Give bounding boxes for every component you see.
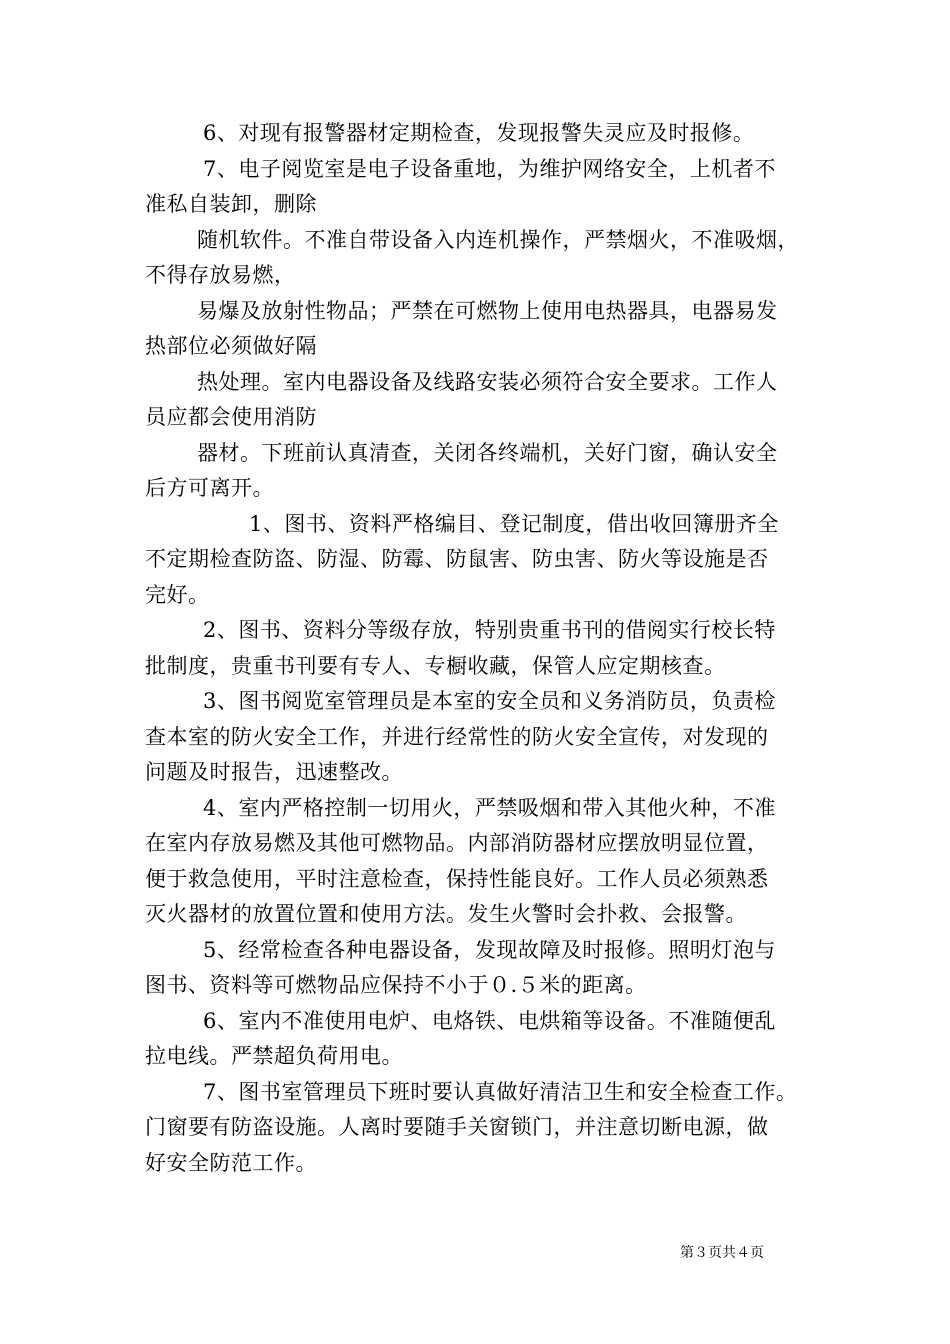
paragraph-line: 热部位必须做好隔 xyxy=(145,334,317,358)
paragraph-line: 易爆及放射性物品；严禁在可燃物上使用电热器具，电器易发 xyxy=(197,298,778,323)
paragraph-line: 灭火器材的放置位置和使用方法。发生火警时会扑救、会报警。 xyxy=(145,902,747,926)
paragraph-line: 拉电线。严禁超负荷用电。 xyxy=(145,1044,403,1068)
paragraph-line: 3、图书阅览室管理员是本室的安全员和义务消防员，负责检 xyxy=(203,689,776,713)
paragraph-line: 后方可离开。 xyxy=(145,476,274,500)
paragraph-line: 6、室内不准使用电炉、电烙铁、电烘箱等设备。不准随便乱 xyxy=(203,1008,776,1033)
paragraph-line: 不得存放易燃， xyxy=(145,263,296,287)
paragraph-line: 员应都会使用消防 xyxy=(145,405,317,429)
paragraph-line: 6、对现有报警器材定期检查，发现报警失灵应及时报修。 xyxy=(203,121,755,145)
paragraph-line: 1、图书、资料严格编目、登记制度，借出收回簿册齐全 xyxy=(249,511,779,536)
paragraph-line: 7、图书室管理员下班时要认真做好清洁卫生和安全检查工作。 xyxy=(203,1079,798,1104)
paragraph-line: 问题及时报告，迅速整改。 xyxy=(145,760,403,784)
paragraph-line: 批制度，贵重书刊要有专人、专橱收藏，保管人应定期核查。 xyxy=(145,653,726,678)
page-number-footer: 第３页共４页 xyxy=(680,1245,764,1261)
paragraph-line: 2、图书、资料分等级存放，特别贵重书刊的借阅实行校长特 xyxy=(203,618,776,642)
document-body xyxy=(145,116,810,1181)
paragraph-line: 不定期检查防盗、防湿、防霉、防鼠害、防虫害、防火等设施是否 xyxy=(145,547,769,571)
paragraph-line: 好安全防范工作。 xyxy=(145,1150,317,1175)
paragraph-line: 4、室内严格控制一切用火，严禁吸烟和带入其他火种，不准 xyxy=(203,795,776,820)
paragraph-line: 热处理。室内电器设备及线路安装必须符合安全要求。工作人 xyxy=(197,369,778,394)
paragraph-line: 图书、资料等可燃物品应保持不小于０.５米的距离。 xyxy=(145,973,647,997)
paragraph-line: 准私自装卸，删除 xyxy=(145,192,317,216)
paragraph-line: 器材。下班前认真清查，关闭各终端机，关好门窗，确认安全 xyxy=(197,440,778,465)
paragraph-line: 在室内存放易燃及其他可燃物品。内部消防器材应摆放明显位置， xyxy=(145,831,769,855)
paragraph-line: 查本室的防火安全工作，并进行经常性的防火安全宣传，对发现的 xyxy=(145,724,769,749)
paragraph-line: 门窗要有防盗设施。人离时要随手关窗锁门，并注意切断电源，做 xyxy=(145,1115,769,1139)
paragraph-line: 5、经常检查各种电器设备，发现故障及时报修。照明灯泡与 xyxy=(203,937,776,962)
paragraph-line: 便于救急使用，平时注意检查，保持性能良好。工作人员必须熟悉 xyxy=(145,866,769,891)
paragraph-line: 完好。 xyxy=(145,582,210,607)
paragraph-line: 7、电子阅览室是电子设备重地，为维护网络安全，上机者不 xyxy=(203,156,776,181)
paragraph-line: 随机软件。不准自带设备入内连机操作，严禁烟火，不准吸烟， xyxy=(197,227,799,252)
